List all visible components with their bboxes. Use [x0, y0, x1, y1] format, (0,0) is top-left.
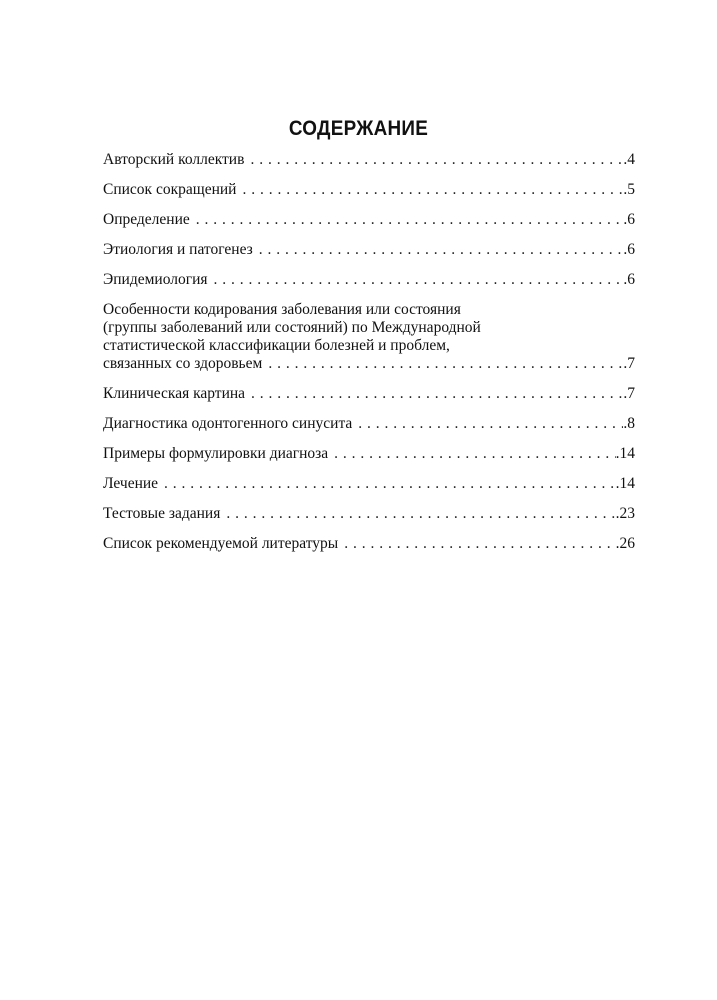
toc-entry-page-number: .6 [623, 241, 635, 258]
toc-entry-title: Тестовые задания [103, 505, 221, 522]
dot-leader [190, 211, 624, 229]
toc-entry[interactable] [103, 211, 635, 229]
toc-entry-page-number: .6 [623, 211, 635, 228]
toc-entry-line [103, 211, 635, 229]
toc-entry[interactable] [103, 151, 635, 169]
toc-entry-title: Определение [103, 211, 190, 228]
toc-entry-line [103, 445, 635, 463]
toc-entry-text-line: (группы заболеваний или состояний) по Международной [103, 319, 481, 336]
toc-entry-page-number: .6 [623, 271, 635, 288]
toc-entry[interactable] [103, 301, 635, 373]
dot-leader [208, 271, 624, 289]
toc-entry-title: Клиническая картина [103, 385, 246, 402]
dot-leader [245, 385, 623, 403]
dot-leader [220, 505, 615, 523]
toc-entry-title: Диагностика одонтогенного синусита [103, 415, 353, 432]
toc-entry-page-number: .23 [615, 505, 635, 522]
toc-entry-page-number: .4 [623, 151, 635, 168]
toc-entry[interactable] [103, 535, 635, 553]
toc-entry-line [103, 241, 635, 259]
toc-entry-page-number: .26 [615, 535, 635, 552]
toc-entry-page-number: .7 [623, 385, 635, 402]
toc-entry-title: Список рекомендуемой литературы [103, 535, 339, 552]
toc-entry-line [103, 355, 635, 373]
toc-entry-line [103, 535, 635, 553]
toc-entry[interactable] [103, 475, 635, 493]
toc-entry-title: Список сокращений [103, 181, 237, 198]
dot-leader [253, 241, 624, 259]
toc-entry-title: Эпидемиология [103, 271, 208, 288]
toc-entry[interactable] [103, 445, 635, 463]
toc-entry[interactable] [103, 385, 635, 403]
toc-entry-line [103, 271, 635, 289]
toc-entry-lead-lines [103, 301, 635, 355]
toc-entry-line [103, 151, 635, 169]
toc-entry-line [103, 415, 635, 433]
toc-entry[interactable] [103, 415, 635, 433]
toc-entry[interactable] [103, 181, 635, 199]
toc-entry-text-line: статистической классификации болезней и проблем, [103, 337, 450, 354]
toc-entry[interactable] [103, 271, 635, 289]
toc-entry[interactable] [103, 505, 635, 523]
toc-entry[interactable] [103, 241, 635, 259]
toc-entry-title: Примеры формулировки диагноза [103, 445, 329, 462]
toc-entry-line [103, 385, 635, 403]
toc-entry-title: Авторский коллектив [103, 151, 245, 168]
dot-leader [328, 445, 615, 463]
toc-entry-page-number: .14 [615, 445, 635, 462]
toc-entry-line [103, 475, 635, 493]
toc-entry-title: связанных со здоровьем [103, 355, 263, 372]
dot-leader [338, 535, 615, 553]
toc-entry-title: Лечение [103, 475, 159, 492]
page-title: СОДЕРЖАНИЕ [288, 117, 429, 140]
toc-entry-title: Этиология и патогенез [103, 241, 253, 258]
dot-leader [158, 475, 616, 493]
toc-entry-page-number: .7 [623, 355, 635, 372]
dot-leader [236, 181, 623, 199]
toc-entry-line [103, 505, 635, 523]
dot-leader [352, 415, 623, 433]
table-of-contents [103, 151, 635, 565]
toc-entry-page-number: .14 [615, 475, 635, 492]
toc-entry-page-number: .5 [623, 181, 635, 198]
toc-entry-line [103, 181, 635, 199]
dot-leader [262, 355, 623, 373]
dot-leader [244, 151, 623, 169]
toc-entry-page-number: .8 [623, 415, 635, 432]
toc-entry-text-line: Особенности кодирования заболевания или состояния [103, 301, 461, 318]
